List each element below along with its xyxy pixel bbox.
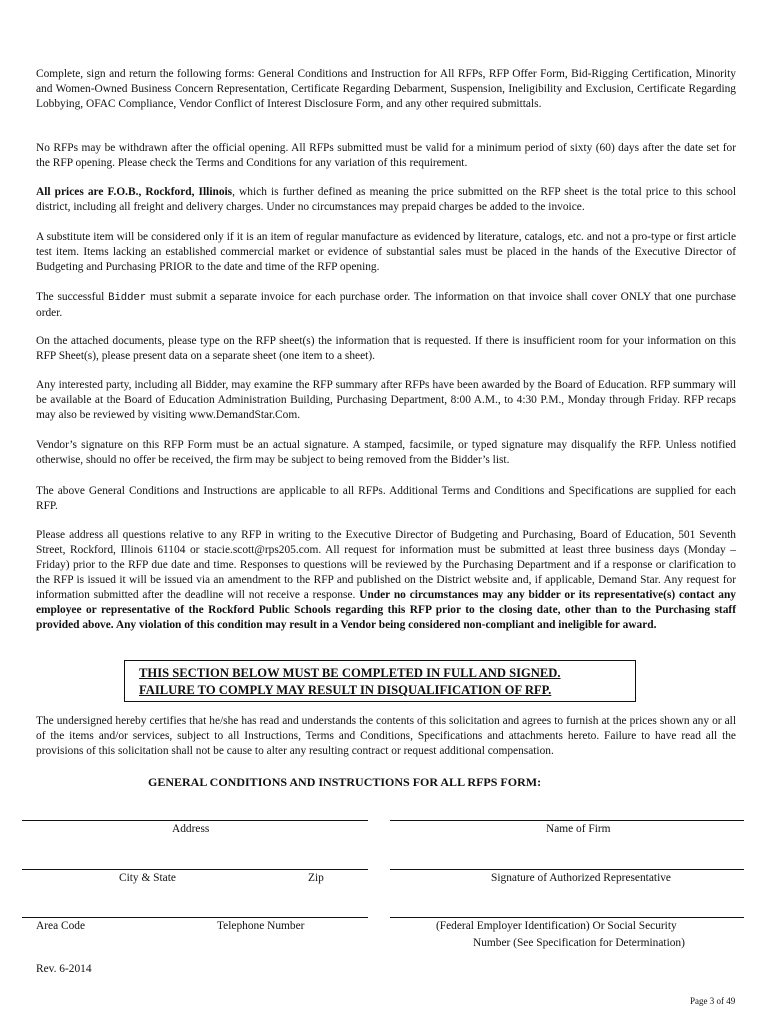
completion-notice-box xyxy=(124,660,636,702)
invoice-text-b: must submit a separate invoice for each purchase order. The information on that invoice shall cover ONLY that one purchase order. xyxy=(36,291,736,319)
rfp-sheet-text: On the attached documents, please type on the RFP sheet(s) the information that is requested. If there is insufficient room for your information on this RFP Sheet(s), please present data on a separate sheet (one item to a sheet). xyxy=(36,335,736,362)
signature-line[interactable] xyxy=(390,869,744,870)
withdrawal-text: No RFPs may be withdrawn after the official opening. All RFPs submitted must be valid for a minimum period of sixty (60) days after the date set for the RFP opening. Please check the Terms and Conditions for any variation of this requirement. xyxy=(36,142,736,169)
rfp-summary-paragraph xyxy=(36,378,736,423)
phone-line[interactable] xyxy=(22,917,368,918)
substitute-item-text: A substitute item will be considered only if it is an item of regular manufacture as evidenced by literature, catalogs, etc. and not a pro-type or first article test item. Items lacking an established commercial market or evidence of substantial sales must be placed in the hands of the Executive Director of Budgeting and Purchasing PRIOR to the date and time of the RFP opening. xyxy=(36,231,736,273)
signature-requirement-text: Vendor’s signature on this RFP Form must be an actual signature. A stamped, facsimile, or typed signature may disqualify the RFP. Unless notified otherwise, should no offer be received, the firm may be subject to being removed from the Bidder’s list. xyxy=(36,439,736,466)
withdrawal-paragraph xyxy=(36,141,736,171)
fein-label-line-1: (Federal Employer Identification) Or Social Security xyxy=(436,920,677,932)
invoice-bidder-word: Bidder xyxy=(108,292,147,304)
name-of-firm-label: Name of Firm xyxy=(546,823,611,835)
area-code-label: Area Code xyxy=(36,920,86,932)
invoice-text-a: The successful xyxy=(36,291,109,303)
fein-line[interactable] xyxy=(390,917,744,918)
substitute-item-paragraph xyxy=(36,230,736,275)
invoice-paragraph xyxy=(36,290,736,321)
telephone-label: Telephone Number xyxy=(217,920,305,932)
forms-to-return-paragraph xyxy=(36,67,736,112)
applicability-text: The above General Conditions and Instructions are applicable to all RFPs. Additional Terms and Conditions and Specifications are supplied for each RFP. xyxy=(36,485,736,512)
questions-text: Please address all questions relative to any RFP in writing to the Executive Director of Budgeting and Purchasing, Board of Education, 501 Seventh Street, Rockford, Illinois 61104 or stacie.scott@rps205.com. All request for information must be submitted at least three business days (Monday – Friday) prior to the RFP due date and time. Responses to questions will be reviewed by the Purchasing Department and if a response or clarification to the RFP is issued it will be issued via an amendment to the RFP and published on the District website and, if applicable, Demand Star. Any request for information submitted after the deadline will not receive a response. xyxy=(36,529,736,601)
address-label: Address xyxy=(172,823,210,835)
fein-label-line-2: Number (See Specification for Determination) xyxy=(473,937,685,949)
rfp-summary-text: Any interested party, including all Bidder, may examine the RFP summary after RFPs have been awarded by the Board of Education. RFP summary will be available at the Board of Education Administration Building, Purchasing Department, 8:00 A.M., to 4:30 P.M., Monday through Friday. RFP recaps may also be reviewed by visiting www.DemandStar.Com. xyxy=(36,379,736,421)
fob-paragraph xyxy=(36,185,736,215)
page-number: Page 3 of 49 xyxy=(690,996,736,1006)
certification-text: The undersigned hereby certifies that he/she has read and understands the contents of this solicitation and agrees to furnish at the prices shown any or all of the items and/or services, subject to all Instructions, Terms and Conditions, Specifications and attachments hereto. Failure to have read all the provisions of this solicitation shall not be cause to alter any resulting contract or request additional compensation. xyxy=(36,715,736,757)
questions-paragraph xyxy=(36,528,736,633)
fob-bold-text: All prices are F.O.B., Rockford, Illinois xyxy=(36,186,233,198)
city-state-label: City & State xyxy=(119,872,176,884)
notice-line-2: FAILURE TO COMPLY MAY RESULT IN DISQUALIFICATION OF RFP. xyxy=(139,683,552,697)
notice-line-1: THIS SECTION BELOW MUST BE COMPLETED IN FULL AND SIGNED. xyxy=(139,666,561,680)
fob-text: , which is further defined as meaning the price submitted on the RFP sheet is the total price to this school district, including all freight and delivery charges. Under no circumstances may prepaid charges be added to the invoice. xyxy=(36,186,736,213)
city-state-zip-line[interactable] xyxy=(22,869,368,870)
form-title: GENERAL CONDITIONS AND INSTRUCTIONS FOR ALL RFPS FORM: xyxy=(148,775,542,789)
address-line[interactable] xyxy=(22,820,368,821)
no-contact-bold-text: Under no circumstances may any bidder or its representative(s) contact any employee or representative of the Rockford Public Schools regarding this RFP prior to the closing date, other than to the Purchasing staff provided above. Any violation of this condition may result in a Vendor being considered non-compliant and ineligible for award. xyxy=(36,589,736,631)
signature-label: Signature of Authorized Representative xyxy=(491,872,671,884)
zip-label: Zip xyxy=(308,872,324,884)
certification-paragraph xyxy=(36,714,736,759)
applicability-paragraph xyxy=(36,484,736,514)
forms-to-return-text: Complete, sign and return the following forms: General Conditions and Instruction for All RFPs, RFP Offer Form, Bid-Rigging Certification, Minority and Women-Owned Business Concern Representation, Certificate Regarding Debarment, Suspension, Ineligibility and Exclusion, Certificate Regarding Lobbying, OFAC Compliance, Vendor Conflict of Interest Disclosure Form, and any other required submittals. xyxy=(36,68,736,110)
revision-label: Rev. 6-2014 xyxy=(36,963,92,975)
name-of-firm-line[interactable] xyxy=(390,820,744,821)
signature-requirement-paragraph xyxy=(36,438,736,468)
rfp-sheet-paragraph xyxy=(36,334,736,364)
